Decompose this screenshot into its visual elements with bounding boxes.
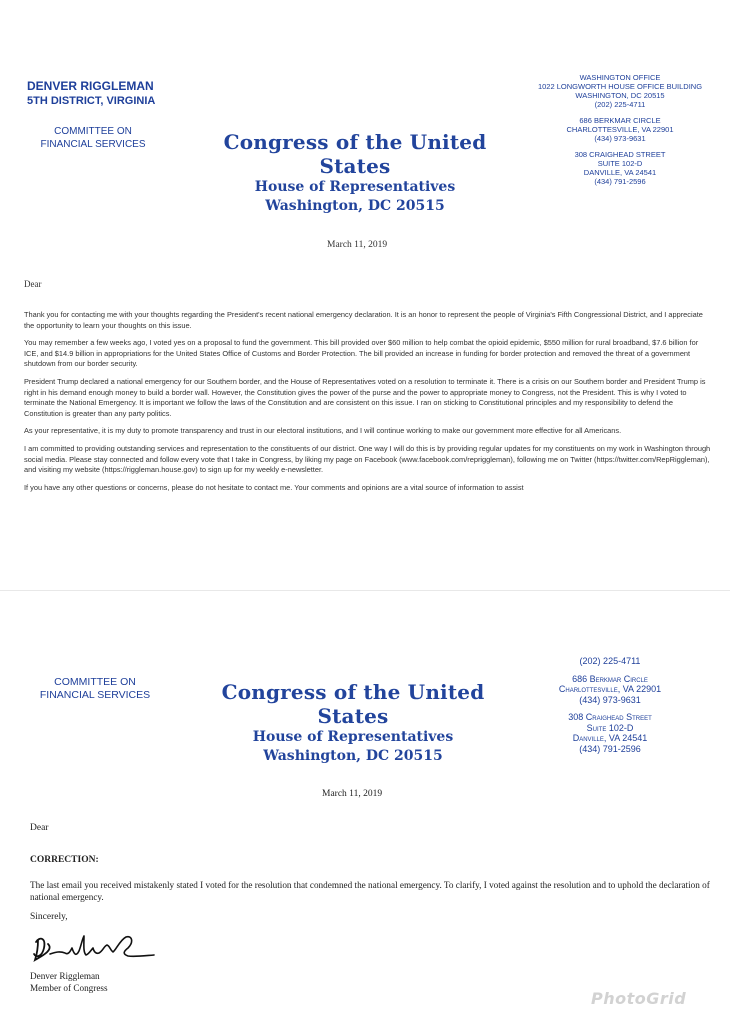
danville-office-line-3: DANVILLE, VA 24541 <box>583 168 657 177</box>
cville-office-phone: (434) 973-9631 <box>579 694 641 705</box>
signer-title: Member of Congress <box>30 983 108 993</box>
dc-office-phone: (202) 225-4711 <box>594 100 646 109</box>
cville-office-line-2: Charlottesville, VA 22901 <box>558 684 662 694</box>
salutation: Dear <box>24 279 42 289</box>
seal-city: Washington, DC 20515 <box>263 748 443 764</box>
dc-office-title: WASHINGTON OFFICE <box>579 73 661 82</box>
member-name: DENVER RIGGLEMAN <box>27 79 154 93</box>
paragraph: You may remember a few weeks ago, I voted yes on a proposal to fund the government. This bill provided over $60 million to help combat the opioid epidemic, $550 million for rural broadband, $7.6 billion for ICE, and $14.9 billion in appropriations for the United States Office of Customs and Border Protection. The bill provided an increase in funding for border protection and removed the threat of a government shutdown from our border security. <box>24 338 699 369</box>
office-addresses-2 <box>510 656 710 754</box>
paragraph: If you have any other questions or concerns, please do not hesitate to contact me. Your comments and opinions are a vital source of information to assist <box>24 482 524 492</box>
paragraph: President Trump declared a national emergency for our Southern border, and the House of Representatives voted on a resolution to terminate it. There is a crisis on our Southern border and President Trump is right in his demand enough money to build a border wall. However, the Constitution gives the power of the purse and the power to appropriate money to Congress, not the President. This is why I voted to terminate the National Emergency. It is important we follow the laws of the Constitution and are consistent on this issue. I ran on sticking to Constitutional principles and my responsibility to defend the Constitution is greater than any party politics. <box>24 377 706 418</box>
seal-title: Congress of the United States <box>223 130 487 178</box>
paragraph: As your representative, it is my duty to promote transparency and trust in our electoral institutions, and I will continue working to make our government more effective for all Americans. <box>24 426 622 436</box>
congress-letterhead-seal <box>200 130 510 216</box>
seal-house: House of Representatives <box>254 179 456 195</box>
signature-image <box>30 924 160 968</box>
signer-name: Denver Riggleman <box>30 971 100 981</box>
danville-office-line-2: Suite 102-D <box>586 722 634 733</box>
dc-office-phone: (202) 225-4711 <box>579 656 641 666</box>
seal-title: Congress of the United States <box>221 680 485 728</box>
photogrid-watermark: PhotoGrid <box>591 989 687 1008</box>
letter-date: March 11, 2019 <box>327 240 388 250</box>
paragraph: Thank you for contacting me with your thoughts regarding the President's recent national emergency declaration. It is an honor to represent the people of Virginia's Fifth Congressional District, and I appreciate the opportunity to learn your thoughts on this issue. <box>24 310 703 330</box>
cville-office-line-1: 686 Berkmar Circle <box>572 673 648 684</box>
correction-body: The last email you received mistakenly stated I voted for the resolution that condemned the national emergency. To clarify, I voted against the resolution and to uphold the declaration of national emergency. <box>30 880 710 902</box>
salutation-2: Dear <box>30 823 49 833</box>
committee-label-2 <box>30 676 160 702</box>
committee-line-1: COMMITTEE ON <box>54 126 132 137</box>
member-district: 5TH DISTRICT, VIRGINIA <box>27 95 156 107</box>
danville-office-line-3: Danville, VA 24541 <box>572 733 648 743</box>
office-addresses <box>515 73 725 186</box>
dc-office-line-1: 1022 LONGWORTH HOUSE OFFICE BUILDING <box>537 82 703 91</box>
letter-body <box>24 310 712 501</box>
danville-office-line-2: SUITE 102-D <box>597 159 643 168</box>
danville-office-line-1: 308 CRAIGHEAD STREET <box>574 150 666 159</box>
danville-office-phone: (434) 791-2596 <box>579 743 641 754</box>
collage-divider <box>0 590 730 591</box>
committee-line-2: FINANCIAL SERVICES <box>39 689 151 701</box>
dc-office-line-2: WASHINGTON, DC 20515 <box>575 91 665 100</box>
committee-line-2: FINANCIAL SERVICES <box>40 139 146 150</box>
seal-city: Washington, DC 20515 <box>265 198 445 214</box>
seal-house: House of Representatives <box>252 729 454 745</box>
closing: Sincerely, <box>30 912 68 922</box>
danville-office-line-1: 308 Craighead Street <box>568 712 652 722</box>
committee-line-1: COMMITTEE ON <box>54 676 136 688</box>
letter-date-2: March 11, 2019 <box>322 789 383 799</box>
danville-office-phone: (434) 791-2596 <box>594 177 646 186</box>
signer-block <box>30 970 108 994</box>
congress-letterhead-seal-2 <box>198 680 508 766</box>
cville-office-line-2: CHARLOTTESVILLE, VA 22901 <box>566 125 674 134</box>
cville-office-phone: (434) 973-9631 <box>594 134 646 143</box>
committee-label <box>38 125 148 151</box>
paragraph: I am committed to providing outstanding services and representation to the constituents of our district. One way I will do this is by providing regular updates for my constituents on my work in Washington through social media. Please stay connected and follow every vote that I take in Congress, by liking my page on Facebook (www.facebook.com/repriggleman), following me on Twitter (https://twitter.com/RepRiggleman), and visiting my website (https://riggleman.house.gov) to sign up for my weekly e-newsletter. <box>24 444 711 475</box>
correction-heading: CORRECTION: <box>30 855 99 865</box>
cville-office-line-1: 686 BERKMAR CIRCLE <box>579 116 661 125</box>
